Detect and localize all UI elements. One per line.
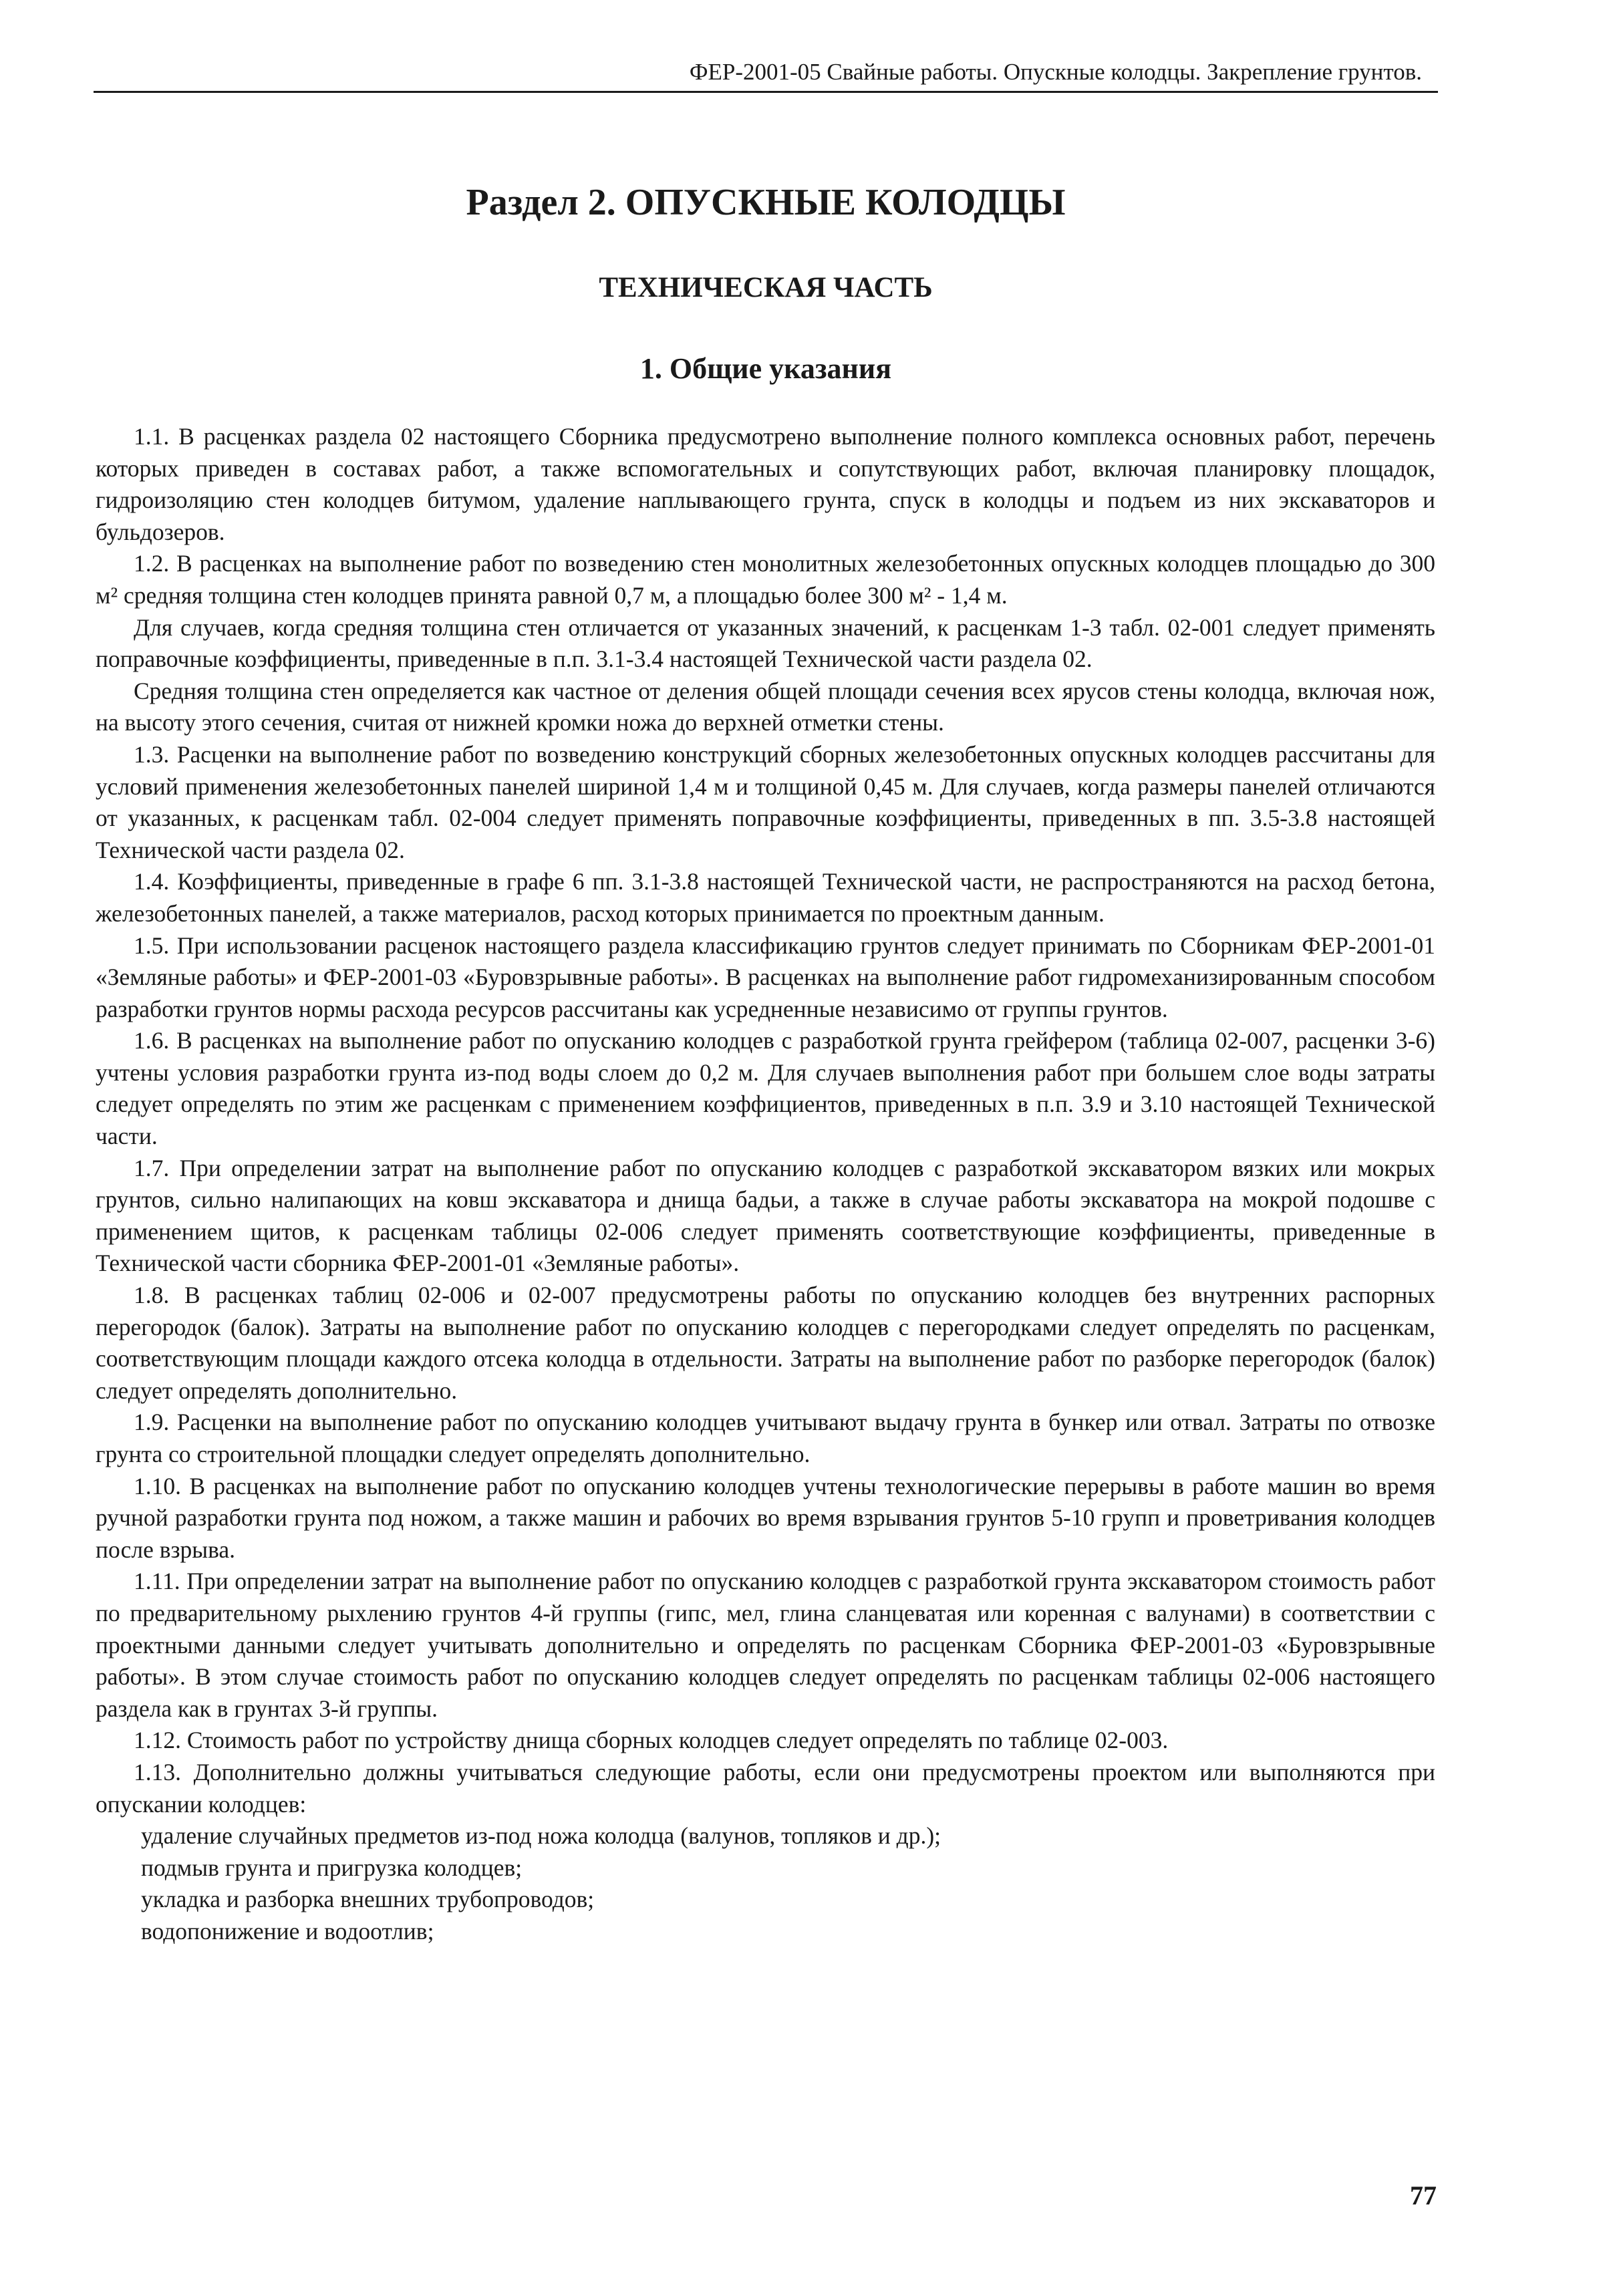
page-number: 77 <box>1410 2180 1437 2210</box>
paragraph-1-3: 1.3. Расценки на выполнение работ по возведению конструкций сборных железобетонных опускных колодцев рассчитаны для условий применения железобетонных панелей шириной 1,4 м и толщиной 0,45 м. Для случаев, когда размеры панелей отличаются от указанных, к расценкам табл. 02-004 следует применять поправочные коэффициенты, приведенных в пп. 3.5-3.8 настоящей Технической части раздела 02. <box>96 740 1435 863</box>
paragraph-1-2: 1.2. В расценках на выполнение работ по возведению стен монолитных железобетонных опускных колодцев площадью до 300 м² средняя толщина стен колодцев принята равной 0,7 м, а площадью более 300 м² - 1,4 м. <box>96 550 1435 609</box>
paragraph-1-13: 1.13. Дополнительно должны учитываться следующие работы, если они предусмотрены проектом или выполняются при опускании колодцев: <box>96 1758 1435 1818</box>
list-item: подмыв грунта и пригрузка колодцев; <box>141 1854 523 1881</box>
paragraph-1-11: 1.11. При определении затрат на выполнение работ по опусканию колодцев с разработкой грунта экскаватором стоимость работ по предварительному рыхлению грунтов 4-й группы (гипс, мел, глина сланцеватая или коренная с валунами) в соответствии с проектными данными следует учитывать дополнительно и определять по расценкам Сборника ФЕР-2001-03 «Буровзрывные работы». В этом случае стоимость работ по опусканию колодцев следует определять по расценкам таблицы 02-006 настоящего раздела как в грунтах 3-й группы. <box>96 1568 1435 1722</box>
paragraph-1-12: 1.12. Стоимость работ по устройству днища сборных колодцев следует определять по таблице 02-003. <box>134 1727 1169 1754</box>
paragraph-1-7: 1.7. При определении затрат на выполнение работ по опусканию колодцев с разработкой экскаватором вязких или мокрых грунтов, сильно налипающих на ковш экскаватора и днища бадьи, а также в случае работы экскаватора на мокрой подошве с применением щитов, к расценкам таблицы 02-006 следует применять соответствующие коэффициенты, приведенные в Технической части сборника ФЕР-2001-01 «Земляные работы». <box>96 1154 1435 1277</box>
paragraph-1-6: 1.6. В расценках на выполнение работ по опусканию колодцев с разработкой грунта грейфером (таблица 02-007, расценки 3-6) учтены условия разработки грунта из-под воды слоем до 0,2 м. Для случаев выполнения работ при большем слое воды затраты следует определять по этим же расценкам с применением коэффициентов, приведенных в п.п. 3.9 и 3.10 настоящей Технической части. <box>96 1027 1435 1150</box>
body-text <box>96 421 1435 1948</box>
part-title: ТЕХНИЧЕСКАЯ ЧАСТЬ <box>599 272 933 303</box>
running-header-title: ФЕР-2001-05 Свайные работы. Опускные колодцы. Закрепление грунтов. <box>689 59 1422 85</box>
running-header <box>94 57 1438 93</box>
section-title: Раздел 2. ОПУСКНЫЕ КОЛОДЦЫ <box>466 182 1066 223</box>
list-item: удаление случайных предметов из-под ножа колодца (валунов, топляков и др.); <box>141 1822 941 1850</box>
subsection-title: 1. Общие указания <box>639 352 892 385</box>
list-item: водопонижение и водоотлив; <box>141 1917 434 1945</box>
paragraph-1-1: 1.1. В расценках раздела 02 настоящего Сборника предусмотрено выполнение полного комплекса основных работ, перечень которых приведен в составах работ, а также вспомогательных и сопутствующих работ, включая планировку площадок, гидроизоляцию стен колодцев битумом, удаление наплывающего грунта, спуск в колодцы и подъем из них экскаваторов и бульдозеров. <box>96 423 1435 545</box>
paragraph-1-10: 1.10. В расценках на выполнение работ по опусканию колодцев учтены технологические перерывы в работе машин во время ручной разработки грунта под ножом, а также машин и рабочих во время взрывания грунтов 5-10 групп и проветривания колодцев после взрыва. <box>96 1472 1435 1563</box>
list-item: укладка и разборка внешних трубопроводов; <box>141 1886 595 1913</box>
paragraph-1-2-average: Средняя толщина стен определяется как частное от деления общей площади сечения всех ярусов стены колодца, включая нож, на высоту этого сечения, считая от нижней кромки ножа до верхней отметки стены. <box>96 677 1435 736</box>
paragraph-1-2-cases: Для случаев, когда средняя толщина стен отличается от указанных значений, к расценкам 1-3 табл. 02-001 следует применять поправочные коэффициенты, приведенные в п.п. 3.1-3.4 настоящей Технической части раздела 02. <box>96 613 1435 673</box>
paragraph-1-5: 1.5. При использовании расценок настоящего раздела классификацию грунтов следует принимать по Сборникам ФЕР-2001-01 «Земляные работы» и ФЕР-2001-03 «Буровзрывные работы». В расценках на выполнение работ гидромеханизированным способом разработки грунтов нормы расхода ресурсов рассчитаны как усредненные независимо от группы грунтов. <box>96 931 1435 1022</box>
paragraph-1-8: 1.8. В расценках таблиц 02-006 и 02-007 предусмотрены работы по опусканию колодцев без внутренних распорных перегородок (балок). Затраты на выполнение работ по опусканию колодцев с перегородками следует определять по расценкам, соответствующим площади каждого отсека колодца в отдельности. Затраты на выполнение работ по разборке перегородок (балок) следует определять дополнительно. <box>96 1282 1435 1404</box>
paragraph-1-4: 1.4. Коэффициенты, приведенные в графе 6 пп. 3.1-3.8 настоящей Технической части, не распространяются на расход бетона, железобетонных панелей, а также материалов, расход которых принимается по проектным данным. <box>96 868 1435 927</box>
paragraph-1-9: 1.9. Расценки на выполнение работ по опусканию колодцев учитывают выдачу грунта в бункер или отвал. Затраты по отвозке грунта со строительной площадки следует определять дополнительно. <box>96 1409 1435 1467</box>
